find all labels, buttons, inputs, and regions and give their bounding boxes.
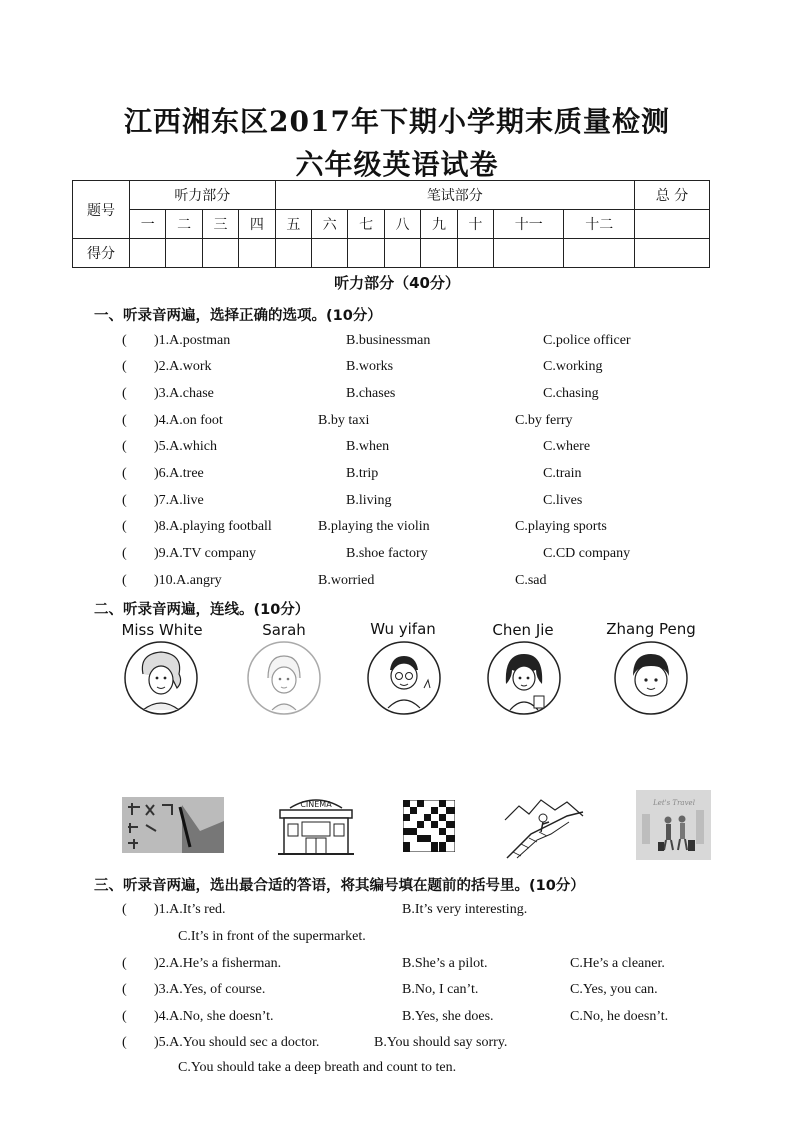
- part2-heading: 二、听录音两遍，连线。(10分）: [94, 602, 310, 618]
- answer-paren[interactable]: (: [122, 333, 127, 348]
- option-c: C.working: [543, 359, 603, 374]
- answer-paren[interactable]: (: [122, 902, 127, 917]
- answer-paren[interactable]: (: [122, 359, 127, 374]
- listening-header: 听力部分: [130, 181, 276, 210]
- option-b: B.You should say sorry.: [374, 1035, 508, 1050]
- crossword-picture[interactable]: [403, 800, 455, 852]
- option-a: )2.A.He’s a fisherman.: [154, 956, 282, 971]
- exam-title: 江西湘东区2017年下期小学期末质量检测: [124, 105, 670, 138]
- option-a: )1.A.postman: [154, 333, 231, 348]
- option-b: B.Yes, she does.: [402, 1009, 494, 1024]
- chen-jie-portrait[interactable]: [486, 640, 562, 716]
- part1-heading: 一、听录音两遍，选择正确的选项。(10分）: [94, 308, 382, 324]
- option-b: B.No, I can’t.: [402, 982, 479, 997]
- option-b: B.by taxi: [318, 413, 370, 428]
- answer-paren[interactable]: (: [122, 439, 127, 454]
- score-cell[interactable]: [202, 239, 238, 268]
- writing-header: 笔试部分: [275, 181, 634, 210]
- answer-paren[interactable]: (: [122, 493, 127, 508]
- option-b: B.shoe factory: [346, 546, 428, 561]
- total-header: 总 分: [635, 181, 710, 210]
- option-c: C.sad: [515, 573, 547, 588]
- score-cell[interactable]: [421, 239, 457, 268]
- option-a: )5.A.which: [154, 439, 217, 454]
- answer-paren[interactable]: (: [122, 982, 127, 997]
- option-c: C.No, he doesn’t.: [570, 1009, 669, 1024]
- person-name: Chen Jie: [492, 621, 554, 639]
- col-number: 十一: [494, 210, 564, 239]
- answer-paren[interactable]: (: [122, 413, 127, 428]
- option-c-line: C.You should take a deep breath and count to ten.: [178, 1060, 457, 1075]
- option-a: )5.A.You should sec a doctor.: [154, 1035, 320, 1050]
- option-c: C.Yes, you can.: [570, 982, 658, 997]
- score-cell[interactable]: [384, 239, 420, 268]
- score-cell[interactable]: [564, 239, 635, 268]
- col-number: 五: [275, 210, 311, 239]
- option-a: )1.A.It’s red.: [154, 902, 226, 917]
- score-cell[interactable]: [348, 239, 384, 268]
- option-b: B.She’s a pilot.: [402, 956, 488, 971]
- answer-paren[interactable]: (: [122, 956, 127, 971]
- listening-section-title: 听力部分（40分）: [334, 274, 460, 292]
- person-name: Miss White: [121, 621, 203, 639]
- answer-paren[interactable]: (: [122, 1035, 127, 1050]
- wu-yifan-portrait[interactable]: [366, 640, 442, 716]
- col-number: 一: [130, 210, 166, 239]
- col-number: 二: [166, 210, 202, 239]
- option-a: )9.A.TV company: [154, 546, 256, 561]
- option-b: B.living: [346, 493, 392, 508]
- score-cell[interactable]: [635, 239, 710, 268]
- col-number: 三: [202, 210, 238, 239]
- answer-paren[interactable]: (: [122, 386, 127, 401]
- option-c: C.He’s a cleaner.: [570, 956, 665, 971]
- score-cell[interactable]: [130, 239, 166, 268]
- score-cell[interactable]: [457, 239, 493, 268]
- answer-paren[interactable]: (: [122, 466, 127, 481]
- cinema-sign-text: CINEMA: [300, 800, 332, 809]
- option-a: )4.A.on foot: [154, 413, 223, 428]
- option-b: B.trip: [346, 466, 379, 481]
- answer-paren[interactable]: (: [122, 519, 127, 534]
- option-b: B.It’s very interesting.: [402, 902, 528, 917]
- option-a: )8.A.playing football: [154, 519, 272, 534]
- option-b: B.when: [346, 439, 390, 454]
- col-number: 十二: [564, 210, 635, 239]
- part3-heading: 三、听录音两遍，选出最合适的答语，将其编号填在题前的括号里。(10分）: [94, 878, 585, 894]
- score-cell[interactable]: [494, 239, 564, 268]
- option-a: )7.A.live: [154, 493, 204, 508]
- score-cell[interactable]: [312, 239, 348, 268]
- travel-picture[interactable]: [636, 790, 711, 860]
- option-b: B.playing the violin: [318, 519, 430, 534]
- miss-white-portrait[interactable]: [123, 640, 199, 716]
- option-b: B.works: [346, 359, 394, 374]
- option-b: B.worried: [318, 573, 375, 588]
- score-cell[interactable]: [166, 239, 202, 268]
- option-c: C.where: [543, 439, 591, 454]
- col-number: 四: [239, 210, 275, 239]
- answer-paren[interactable]: (: [122, 546, 127, 561]
- zhang-peng-portrait[interactable]: [613, 640, 689, 716]
- option-a: )2.A.work: [154, 359, 212, 374]
- exam-subtitle: 六年级英语试卷: [295, 148, 499, 181]
- score-cell[interactable]: [239, 239, 275, 268]
- option-b: B.businessman: [346, 333, 431, 348]
- mountain-climbing-picture[interactable]: [503, 792, 585, 860]
- answer-paren[interactable]: (: [122, 573, 127, 588]
- option-b: B.chases: [346, 386, 396, 401]
- option-c: C.train: [543, 466, 582, 481]
- person-name: Zhang Peng: [606, 620, 696, 638]
- option-c: C.lives: [543, 493, 583, 508]
- option-c: C.police officer: [543, 333, 631, 348]
- sarah-portrait[interactable]: [246, 640, 322, 716]
- person-name: Wu yifan: [370, 620, 436, 638]
- col-number: 七: [348, 210, 384, 239]
- col-number: 九: [421, 210, 457, 239]
- calligraphy-picture[interactable]: [122, 797, 224, 853]
- option-c: C.chasing: [543, 386, 599, 401]
- col-number: 六: [312, 210, 348, 239]
- score-cell[interactable]: [275, 239, 311, 268]
- col-number: 八: [384, 210, 420, 239]
- cinema-picture[interactable]: [276, 790, 356, 858]
- person-name: Sarah: [262, 621, 306, 639]
- option-c: C.playing sports: [515, 519, 607, 534]
- option-c-line: C.It’s in front of the supermarket.: [178, 929, 366, 944]
- defen-label: 得分: [73, 239, 130, 268]
- answer-paren[interactable]: (: [122, 1009, 127, 1024]
- score-cell[interactable]: [635, 210, 710, 239]
- travel-sign-text: Let's Travel: [653, 799, 695, 807]
- col-number: 十: [457, 210, 493, 239]
- option-a: )3.A.chase: [154, 386, 214, 401]
- option-a: )10.A.angry: [154, 573, 222, 588]
- score-table: [72, 180, 710, 268]
- option-a: )4.A.No, she doesn’t.: [154, 1009, 274, 1024]
- option-a: )6.A.tree: [154, 466, 204, 481]
- tihao-label: 题号: [73, 181, 130, 239]
- option-c: C.CD company: [543, 546, 631, 561]
- option-a: )3.A.Yes, of course.: [154, 982, 266, 997]
- option-c: C.by ferry: [515, 413, 573, 428]
